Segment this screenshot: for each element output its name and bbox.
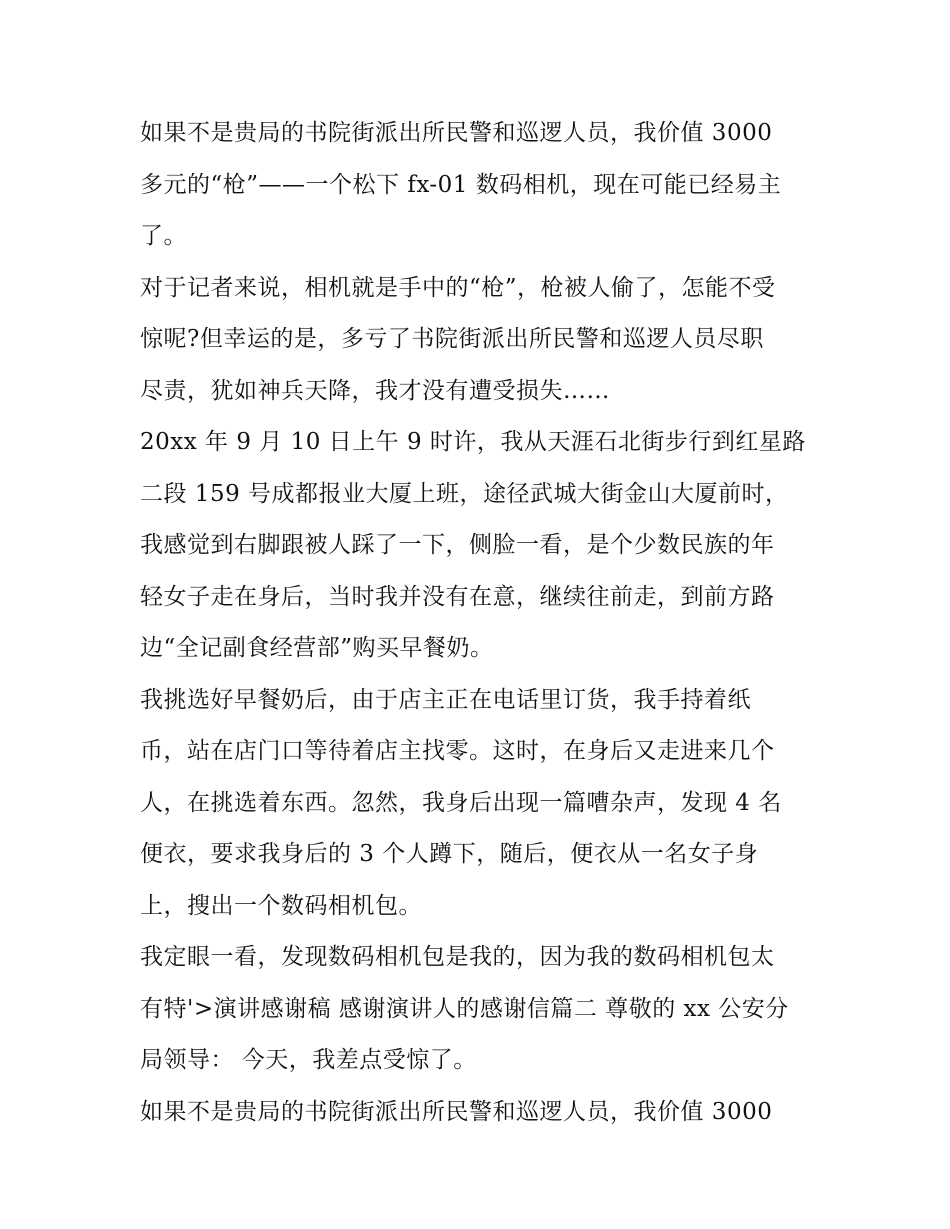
text-line: 边“全记副食经营部”购买早餐奶。 xyxy=(140,635,494,661)
text-line: 轻女子走在身后，当时我并没有在意，继续往前走，到前方路 xyxy=(140,583,775,610)
text-line: 20xx 年 9 月 10 日上午 9 时许，我从天涯石北街步行到红星路 xyxy=(140,429,806,455)
text-line: 我感觉到右脚跟被人踩了一下，侧脸一看，是个少数民族的年 xyxy=(140,532,775,558)
text-line: 上，搜出一个数码相机包。 xyxy=(140,892,422,919)
text-line: 多元的“枪”——一个松下 fx-01 数码相机，现在可能已经易主 xyxy=(140,171,782,198)
text-line: 我定眼一看，发现数码相机包是我的，因为我的数码相机包太 xyxy=(140,944,775,970)
text-line: 我挑选好早餐奶后，由于店主正在电话里订货，我手持着纸 xyxy=(140,686,751,713)
text-line: 局领导： 今天，我差点受惊了。 xyxy=(140,1047,477,1073)
text-line: 二段 159 号成都报业大厦上班，途径武城大街金山大厦前时， xyxy=(140,480,789,507)
text-line: 尽责，犹如神兵天降，我才没有遭受损失…… xyxy=(140,377,610,404)
text-line: 了。 xyxy=(140,223,187,249)
text-line: 有特'>演讲感谢稿 感谢演讲人的感谢信篇二 尊敬的 xx 公安分 xyxy=(140,995,789,1022)
text-line: 币，站在店门口等待着店主找零。这时，在身后又走进来几个 xyxy=(140,738,775,764)
text-line: 对于记者来说，相机就是手中的“枪”，枪被人偷了，怎能不受 xyxy=(140,274,776,301)
text-line: 人，在挑选着东西。忽然，我身后出现一篇嘈杂声，发现 4 名 xyxy=(140,789,782,816)
text-line: 如果不是贵局的书院街派出所民警和巡逻人员，我价值 3000 xyxy=(140,1098,773,1125)
text-line: 如果不是贵局的书院街派出所民警和巡逻人员，我价值 3000 xyxy=(140,120,773,146)
text-line: 便衣，要求我身后的 3 个人蹲下，随后，便衣从一名女子身 xyxy=(140,841,759,867)
document-body xyxy=(140,108,840,1138)
text-line: 惊呢?但幸运的是，多亏了书院街派出所民警和巡逻人员尽职 xyxy=(140,326,764,352)
